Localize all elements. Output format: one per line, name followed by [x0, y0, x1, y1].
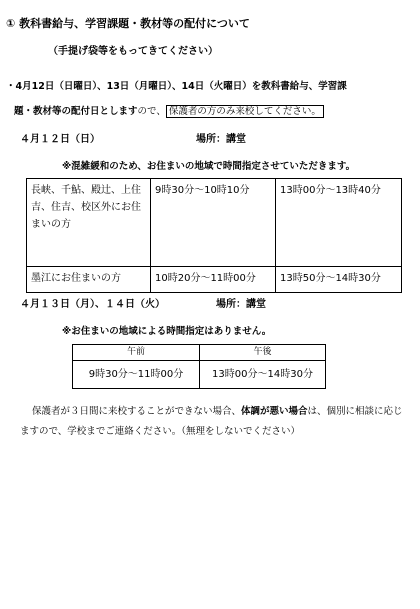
day2-date: ４月１３日（月）、１４日（火）	[20, 299, 165, 310]
day1-notice: ※混雑緩和のため、お住まいの地域で時間指定させていただきます。	[62, 161, 356, 172]
footer-unwell-text: 体調が悪い場合	[241, 406, 308, 417]
section-heading: ① 教科書給与、学習課題・教材等の配付について	[6, 17, 250, 30]
day2-schedule-table	[72, 344, 326, 389]
morning-header: 午前	[73, 345, 200, 361]
afternoon-time-cell: 13時00分～14時30分	[200, 361, 326, 389]
day1-date: ４月１２日（日）	[20, 134, 100, 145]
table-header-row	[73, 345, 326, 361]
footer-text-b: は、個別に相談に応じますので、学校までご連絡ください。（無理をしないでください）	[20, 406, 403, 437]
afternoon-time-cell: 13時50分～14時30分	[276, 267, 402, 293]
morning-time-cell: 10時20分～11時00分	[151, 267, 276, 293]
footer-paragraph	[20, 402, 404, 442]
afternoon-header: 午後	[200, 345, 326, 361]
afternoon-time-cell: 13時00分～13時40分	[276, 179, 402, 267]
day1-schedule-table	[26, 178, 402, 293]
distribution-line-2	[14, 105, 324, 119]
guardians-only-notice: 保護者の方のみ来校してください。	[166, 105, 324, 118]
bag-note: （手提げ袋等をもってきてください）	[48, 46, 218, 57]
area-cell: 長峡、千鮎、殿辻、上住吉、住吉、校区外にお住まいの方	[27, 179, 151, 267]
day2-venue: 場所：講堂	[216, 299, 266, 310]
area-cell: 墨江にお住まいの方	[27, 267, 151, 293]
morning-time-cell: 9時30分～10時10分	[151, 179, 276, 267]
day2-notice: ※お住まいの地域による時間指定はありません。	[62, 326, 272, 337]
table-row	[27, 179, 402, 267]
distribution-days-text: 題・教材等の配付日とします	[14, 106, 138, 117]
distribution-line-1: ・4月12日（日曜日）、13日（月曜日）、14日（火曜日）を教科書給与、学習課	[6, 81, 347, 92]
table-row	[27, 267, 402, 293]
table-row	[73, 361, 326, 389]
footer-text-a: 保護者が３日間に来校することができない場合、	[32, 406, 242, 417]
morning-time-cell: 9時30分～11時00分	[73, 361, 200, 389]
distribution-connector: ので、	[137, 106, 166, 117]
day1-venue: 場所：講堂	[196, 134, 246, 145]
